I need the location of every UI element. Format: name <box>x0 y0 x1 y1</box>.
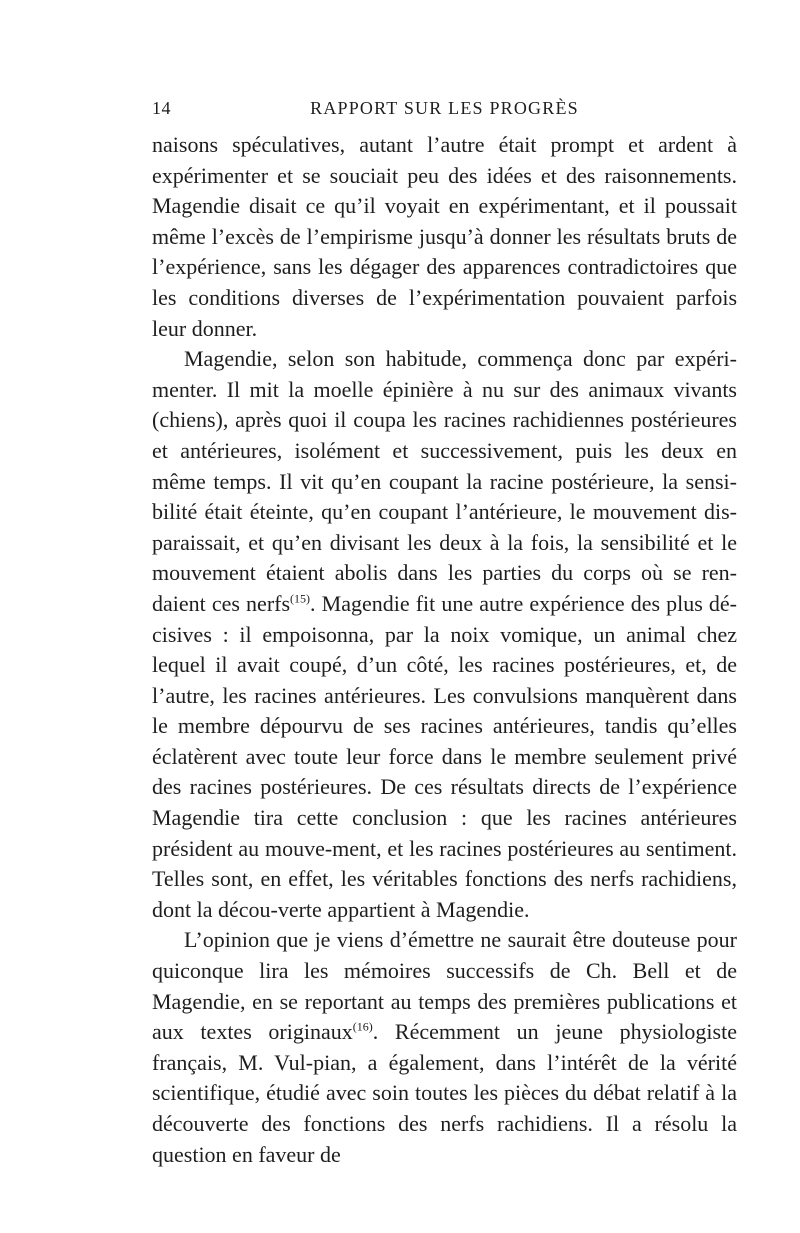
paragraph-text: . Récemment un jeune physiologiste français, M. Vul-pian, a également, dans l’intérêt de la vérité scientifique, étudié avec soin toutes les pièces du débat relatif à la découverte des fonctions des nerfs rachidiens. Il a résolu la question en faveur de <box>152 1019 737 1167</box>
paragraph-2 <box>152 344 737 925</box>
book-page <box>152 98 737 1170</box>
body-text <box>152 130 737 1170</box>
paragraph-text: Magendie, selon son habitude, commença donc par expéri-menter. Il mit la moelle épinière à nu sur des animaux vivants (chiens), après quoi il coupa les racines rachidiennes postérieures et antérieures, isolément et successivement, puis les deux en même temps. Il vit qu’en coupant la racine postérieure, la sensi-bilité était éteinte, qu’en coupant l’antérieure, le mouvement dis-paraissait, et qu’en divisant les deux à la fois, la sensibilité et le mouvement étaient abolis dans les parties du corps où se ren-daient ces nerfs <box>152 346 737 616</box>
running-header <box>152 98 737 124</box>
paragraph-text: L’opinion que je viens d’émettre ne saurait être douteuse pour quiconque lira les mémoires successifs de Ch. Bell et de Magendie, en se reportant au temps des premières publications et aux textes originaux <box>152 927 737 1045</box>
paragraph-text: naisons spéculatives, autant l’autre était prompt et ardent à expérimenter et se souciait peu des idées et des raisonnements. Magendie disait ce qu’il voyait en expérimentant, et il poussait même l’excès de l’empirisme jusqu’à donner les résultats bruts de l’expérience, sans les dégager des apparences contradictoires que les conditions diverses de l’expérimentation pouvaient parfois leur donner. <box>152 132 737 341</box>
paragraph-1 <box>152 130 737 344</box>
footnote-reference[interactable]: (16) <box>352 1019 373 1034</box>
page-number: 14 <box>152 98 171 118</box>
footnote-reference[interactable]: (15) <box>290 591 311 606</box>
running-title: RAPPORT SUR LES PROGRÈS <box>310 98 579 118</box>
paragraph-text: . Magendie fit une autre expérience des plus dé-cisives : il empoisonna, par la noix vomique, un animal chez lequel il avait coupé, d’un côté, les racines postérieures, et, de l’autre, les racines antérieures. Les convulsions manquèrent dans le membre dépourvu de ses racines antérieures, tandis qu’elles éclatèrent avec toute leur force dans le membre seulement privé des racines postérieures. De ces résultats directs de l’expérience Magendie tira cette conclusion : que les racines antérieures président au mouve-ment, et les racines postérieures au sentiment. Telles sont, en effet, les véritables fonctions des nerfs rachidiens, dont la décou-verte appartient à Magendie. <box>152 590 738 922</box>
paragraph-3 <box>152 925 737 1170</box>
